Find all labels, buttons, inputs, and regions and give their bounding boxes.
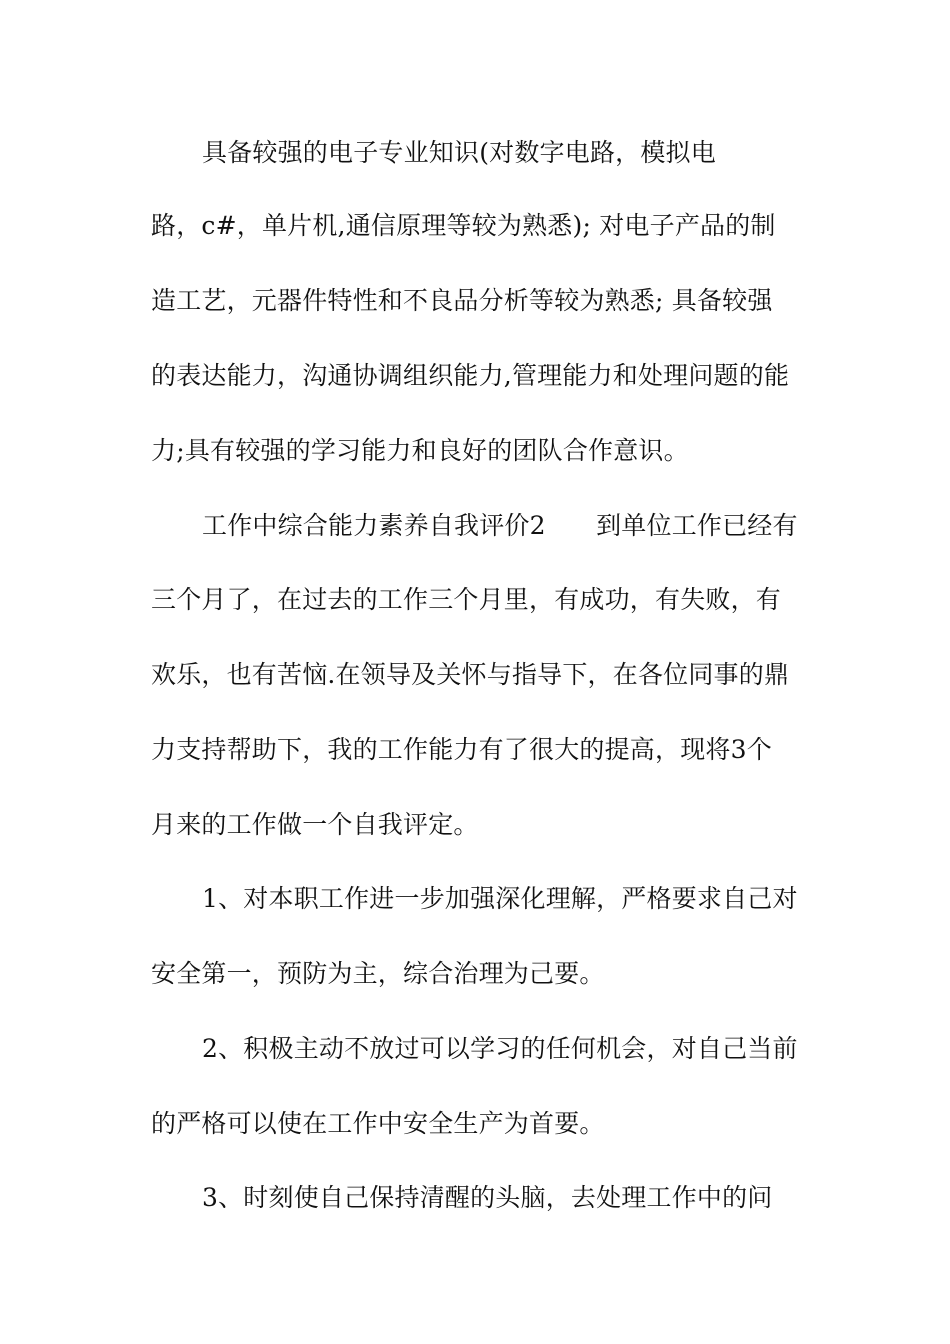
text-line: 月来的工作做一个自我评定。 <box>151 810 479 839</box>
text-line: 安全第一，预防为主，综合治理为己要。 <box>151 959 605 988</box>
text-line: 的表达能力，沟通协调组织能力,管理能力和处理问题的能 <box>151 361 790 390</box>
text-line: 力支持帮助下，我的工作能力有了很大的提高，现将3个 <box>151 735 772 764</box>
text-line: 3、时刻使自己保持清醒的头脑，去处理工作中的问 <box>202 1183 773 1212</box>
text-line: 力;具有较强的学习能力和良好的团队合作意识。 <box>151 436 689 465</box>
text-line: 欢乐，也有苦恼.在领导及关怀与指导下，在各位同事的鼎 <box>151 660 790 689</box>
text-line: 具备较强的电子专业知识(对数字电路，模拟电 <box>202 138 716 167</box>
text-line: 三个月了，在过去的工作三个月里，有成功，有失败，有 <box>151 585 782 614</box>
text-line: 工作中综合能力素养自我评价2 到单位工作已经有 <box>202 511 798 540</box>
text-line: 路，c#，单片机,通信原理等较为熟悉); 对电子产品的制 <box>151 211 776 240</box>
text-line: 造工艺，元器件特性和不良品分析等较为熟悉; 具备较强 <box>151 286 773 315</box>
text-line: 的严格可以使在工作中安全生产为首要。 <box>151 1109 605 1138</box>
text-line: 1、对本职工作进一步加强深化理解，严格要求自己对 <box>202 884 798 913</box>
text-line: 2、积极主动不放过可以学习的任何机会，对自己当前 <box>202 1034 798 1063</box>
